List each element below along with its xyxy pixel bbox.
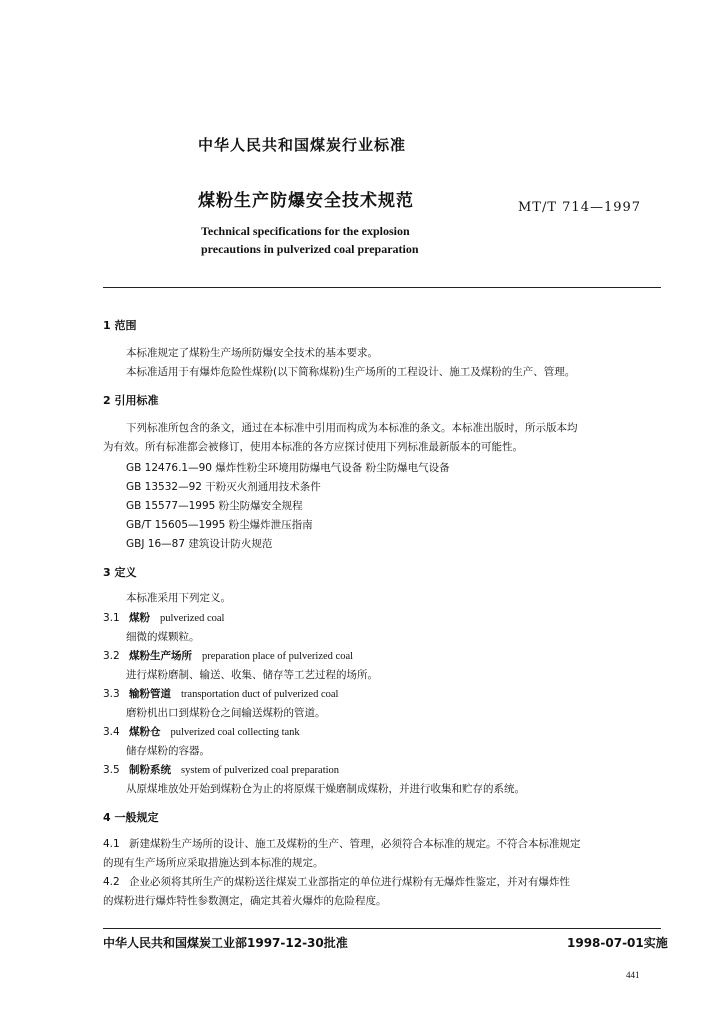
- document-title-cn: 煤粉生产防爆安全技术规范: [198, 191, 414, 211]
- clause-4-1-line2: 的现有生产场所应采取措施达到本标准的规定。: [103, 857, 324, 869]
- definition-description: 从原煤堆放处开始到煤粉仓为止的将原煤干燥磨制成煤粉，并进行收集和贮存的系统。: [126, 783, 525, 795]
- reference-item: GB 15577—1995 粉尘防爆安全规程: [126, 500, 303, 512]
- definition-3-4: [103, 724, 300, 739]
- definition-term: 煤粉: [129, 612, 150, 624]
- clause-number: 4.1: [103, 838, 120, 850]
- definition-3-2: [103, 648, 353, 663]
- document-title-en-line1: Technical specifications for the explosion: [201, 224, 410, 238]
- reference-item: GB/T 15605—1995 粉尘爆炸泄压指南: [126, 519, 313, 531]
- definition-description: 储存煤粉的容器。: [126, 745, 210, 757]
- definition-english: preparation place of pulverized coal: [202, 651, 354, 662]
- section-4-heading: 4 一般规定: [103, 811, 159, 824]
- effective-date: 1998-07-01实施: [567, 936, 668, 950]
- clause-text: 新建煤粉生产场所的设计、施工及煤粉的生产、管理，必须符合本标准的规定。不符合本标准规定: [129, 838, 581, 850]
- definition-english: system of pulverized coal preparation: [181, 765, 340, 776]
- definition-term: 制粉系统: [129, 764, 171, 776]
- section-1-paragraph-2: 本标准适用于有爆炸危险性煤粉(以下简称煤粉)生产场所的工程设计、施工及煤粉的生产、管理。: [126, 366, 576, 378]
- definition-number: 3.3: [103, 688, 120, 700]
- industry-standard-header: 中华人民共和国煤炭行业标准: [198, 136, 407, 154]
- clause-text: 企业必须将其所生产的煤粉送往煤炭工业部指定的单位进行煤粉有无爆炸性鉴定，并对有爆炸性: [129, 876, 570, 888]
- clause-4-2-line2: 的煤粉进行爆炸特性参数测定，确定其着火爆炸的危险程度。: [103, 895, 387, 907]
- definition-3-3: [103, 686, 338, 701]
- definition-number: 3.2: [103, 650, 120, 662]
- definition-description: 磨粉机出口到煤粉仓之间输送煤粉的管道。: [126, 707, 326, 719]
- definition-number: 3.5: [103, 764, 120, 776]
- definition-3-1: [103, 610, 224, 625]
- header-divider: [103, 287, 661, 288]
- clause-number: 4.2: [103, 876, 120, 888]
- definition-3-5: [103, 762, 339, 777]
- clause-4-2-line1: [103, 874, 570, 889]
- reference-item: GB 13532—92 干粉灭火剂通用技术条件: [126, 481, 321, 493]
- page-number: 441: [626, 970, 640, 980]
- section-3-heading: 3 定义: [103, 566, 137, 579]
- definition-number: 3.1: [103, 612, 120, 624]
- document-title-en-line2: precautions in pulverized coal preparation: [201, 242, 419, 256]
- approval-line: 中华人民共和国煤炭工业部1997-12-30批准: [103, 936, 348, 950]
- reference-item: GB 12476.1—90 爆炸性粉尘环境用防爆电气设备 粉尘防爆电气设备: [126, 462, 450, 474]
- section-2-heading: 2 引用标准: [103, 394, 159, 407]
- footer-divider: [103, 928, 661, 929]
- definition-number: 3.4: [103, 726, 120, 738]
- section-1-heading: 1 范围: [103, 319, 137, 332]
- definition-term: 煤粉生产场所: [129, 650, 192, 662]
- definition-term: 输粉管道: [129, 688, 171, 700]
- standard-number: MT/T 714—1997: [518, 200, 642, 215]
- definition-english: transportation duct of pulverized coal: [181, 689, 339, 700]
- section-3-intro: 本标准采用下列定义。: [126, 592, 231, 604]
- definition-description: 进行煤粉磨制、输送、收集、储存等工艺过程的场所。: [126, 669, 378, 681]
- definition-term: 煤粉仓: [129, 726, 161, 738]
- section-2-paragraph-line2: 为有效。所有标准都会被修订，使用本标准的各方应探讨使用下列标准最新版本的可能性。: [103, 441, 523, 453]
- clause-4-1-line1: [103, 836, 581, 851]
- definition-english: pulverized coal collecting tank: [170, 727, 300, 738]
- section-1-paragraph-1: 本标准规定了煤粉生产场所防爆安全技术的基本要求。: [126, 347, 378, 359]
- definition-description: 细微的煤颗粒。: [126, 631, 200, 643]
- reference-item: GBJ 16—87 建筑设计防火规范: [126, 538, 273, 550]
- section-2-paragraph-line1: 下列标准所包含的条文，通过在本标准中引用而构成为本标准的条文。本标准出版时，所示版本均: [126, 422, 578, 434]
- definition-english: pulverized coal: [160, 613, 225, 624]
